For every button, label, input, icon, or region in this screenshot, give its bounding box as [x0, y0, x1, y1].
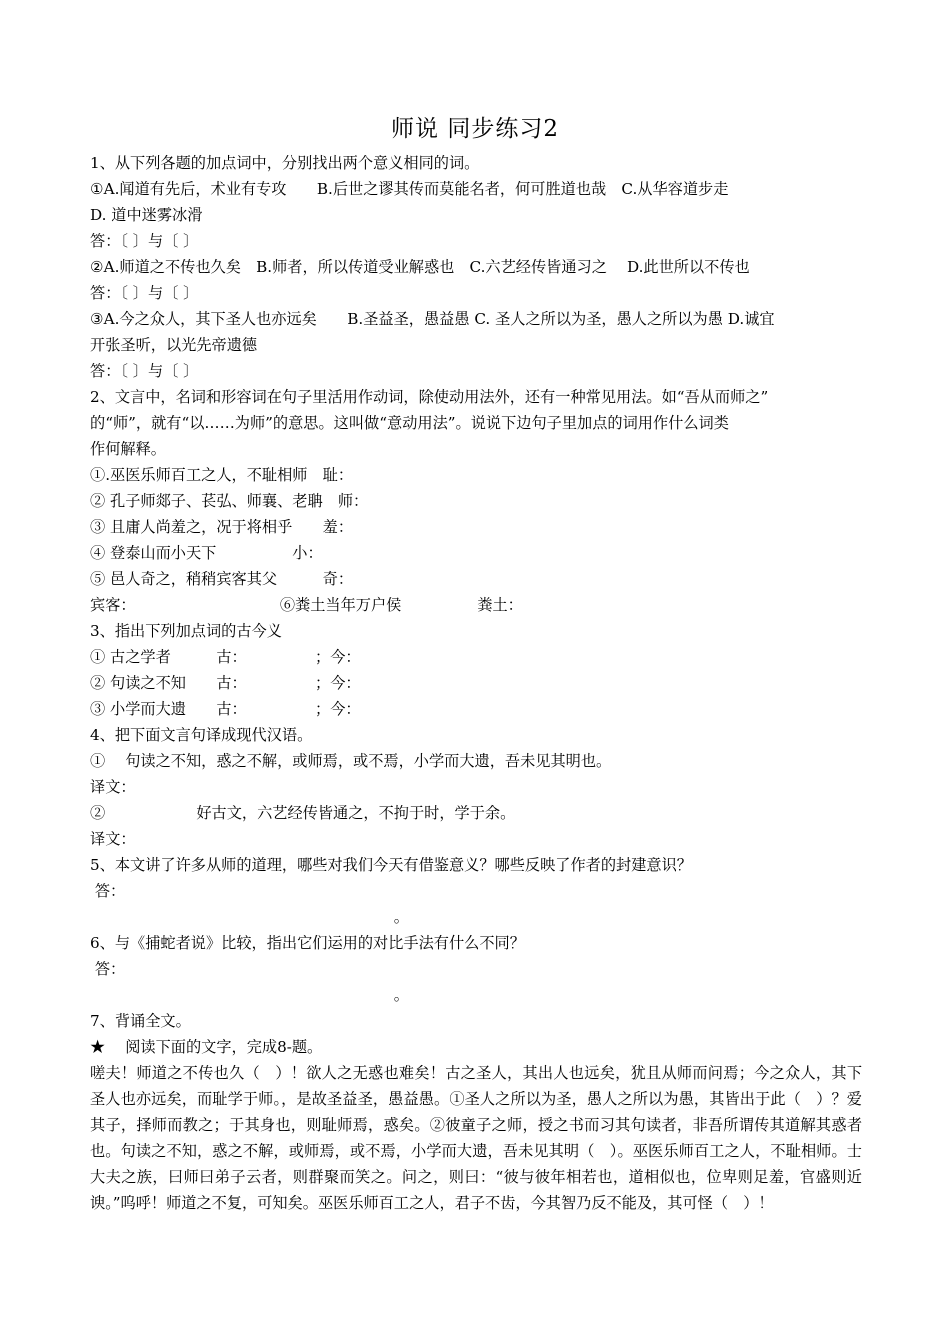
question-2-prompt-cont: 作何解释。: [90, 440, 166, 458]
page-title: 师说 同步练习2: [391, 116, 559, 142]
answer-label: 答：: [90, 882, 126, 900]
question-3-prompt: 3、指出下列加点词的古今义: [90, 622, 282, 640]
question-3-item: ③ 小学而大遗 古： ；今：: [90, 700, 361, 718]
translation-label: 译文：: [90, 830, 136, 848]
document-body: [90, 150, 862, 1216]
question-1-part-3-options: ③A.今之众人，其下圣人也亦远矣 B.圣益圣，愚益愚 C. 圣人之所以为圣，愚人之所以为愚 D.诚宜: [90, 310, 775, 328]
question-1-part-3-options-cont: 开张圣听，以光先帝遗德: [90, 336, 258, 354]
question-4-item: ② 好古文，六艺经传皆通之，不拘于时，学于余。: [90, 804, 516, 822]
translation-label: 译文：: [90, 778, 136, 796]
question-2-item: ①.巫医乐师百工之人，不耻相师 耻：: [90, 466, 354, 484]
question-3-item: ① 古之学者 古： ；今：: [90, 648, 361, 666]
question-2-item: ⑤ 邑人奇之，稍稍宾客其父 奇：: [90, 570, 354, 588]
question-1-part-1-options: ①A.闻道有先后，术业有专攻 B.后世之谬其传而莫能名者，何可胜道也哉 C.从华容道步走: [90, 180, 729, 198]
answer-line: 答：〔 〕与〔 〕: [90, 362, 199, 380]
question-2-item: ④ 登泰山而小天下 小：: [90, 544, 323, 562]
reading-section-heading: ★ 阅读下面的文字，完成8-题。: [90, 1038, 323, 1056]
question-2-prompt-cont: 的“师”，就有“以……为师”的意思。这叫做“意动用法”。说说下边句子里加点的词用作什么词类: [90, 414, 729, 432]
question-2-item: ③ 且庸人尚羞之，况于将相乎 羞：: [90, 518, 354, 536]
answer-label: 答：: [90, 960, 126, 978]
answer-blank: 。: [90, 986, 409, 1004]
question-1-part-1-options-cont: D. 道中迷雾冰滑: [90, 206, 203, 224]
answer-blank: 。: [90, 908, 409, 926]
question-2-item: ② 孔子师郯子、苌弘、师襄、老聃 师：: [90, 492, 369, 510]
question-7-prompt: 7、背诵全文。: [90, 1012, 191, 1030]
question-2-item: 宾客： ⑥粪土当年万户侯 粪土：: [90, 596, 523, 614]
question-1-part-2-options: ②A.师道之不传也久矣 B.师者，所以传道受业解惑也 C.六艺经传皆通习之 D.此世所以不传也: [90, 258, 750, 276]
answer-line: 答：〔 〕与〔 〕: [90, 284, 199, 302]
question-5-prompt: 5、本文讲了许多从师的道理，哪些对我们今天有借鉴意义？哪些反映了作者的封建意识？: [90, 856, 692, 874]
question-6-prompt: 6、与《捕蛇者说》比较，指出它们运用的对比手法有什么不同？: [90, 934, 525, 952]
reading-passage: 嗟夫！师道之不传也久（ ）！欲人之无惑也难矣！古之圣人，其出人也远矣，犹且从师而问焉；今之众人，其下圣人也亦远矣，而耻学于师。，是故圣益圣，愚益愚。①圣人之所以为圣，愚人之所以为愚，其皆出于此（ ）？爱其子，择师而教之；于其身也，则耻师焉，惑矣。②彼童子之师，授之书而习其句读者，非吾所谓传其道解其惑者也。句读之不知，惑之不解，或师焉，或不焉，小学而大遗，吾未见其明（ ）。巫医乐师百工之人，不耻相师。士大夫之族，曰师曰弟子云者，则群聚而笑之。问之，则曰：“彼与彼年相若也，道相似也，位卑则足羞，官盛则近谀。”呜呼！师道之不复，可知矣。巫医乐师百工之人，君子不齿，今其智乃反不能及，其可怪（ ）！: [90, 1064, 862, 1212]
question-3-item: ② 句读之不知 古： ；今：: [90, 674, 361, 692]
answer-line: 答：〔 〕与〔 〕: [90, 232, 199, 250]
question-1-prompt: 1、从下列各题的加点词中，分别找出两个意义相同的词。: [90, 154, 480, 172]
question-4-item: ① 句读之不知，惑之不解，或师焉，或不焉，小学而大遗，吾未见其明也。: [90, 752, 612, 770]
question-4-prompt: 4、把下面文言句译成现代汉语。: [90, 726, 313, 744]
question-2-prompt: 2、文言中，名词和形容词在句子里活用作动词，除使动用法外，还有一种常见用法。如“吾从而师之”: [90, 388, 769, 406]
